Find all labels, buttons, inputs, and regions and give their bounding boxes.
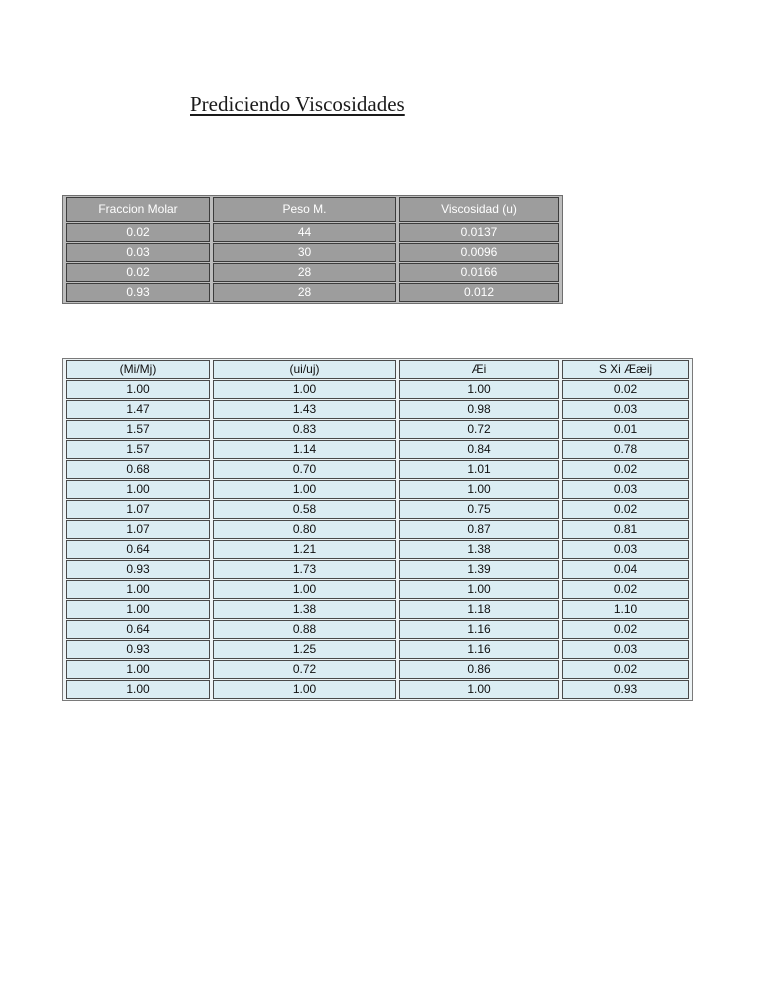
table-cell: 0.0166 (399, 263, 559, 282)
table-cell: 0.93 (66, 640, 210, 659)
molar-data-body (66, 197, 559, 302)
table-cell: 1.00 (213, 380, 396, 399)
table-cell: 1.00 (66, 680, 210, 699)
column-header: Viscosidad (u) (399, 197, 559, 222)
table-cell: 1.00 (399, 480, 559, 499)
table-cell: 1.00 (213, 680, 396, 699)
table-row (66, 640, 689, 659)
table-cell: 1.21 (213, 540, 396, 559)
table-row (66, 460, 689, 479)
column-header: (ui/uj) (213, 360, 396, 379)
table-cell: 1.14 (213, 440, 396, 459)
table-cell: 1.01 (399, 460, 559, 479)
table-row (66, 223, 559, 242)
column-header: (Mi/Mj) (66, 360, 210, 379)
table-cell: 1.73 (213, 560, 396, 579)
table-cell: 1.00 (66, 580, 210, 599)
table-cell: 1.00 (213, 480, 396, 499)
table-cell: 0.02 (562, 580, 689, 599)
table-cell: 1.07 (66, 520, 210, 539)
table-cell: 0.93 (66, 283, 210, 302)
table-row (66, 680, 689, 699)
table-cell: 1.07 (66, 500, 210, 519)
table-cell: 1.18 (399, 600, 559, 619)
table-cell: 1.38 (213, 600, 396, 619)
table-row (66, 660, 689, 679)
table-cell: 0.01 (562, 420, 689, 439)
table-cell: 30 (213, 243, 396, 262)
table-cell: 0.81 (562, 520, 689, 539)
table-cell: 1.43 (213, 400, 396, 419)
table-cell: 0.84 (399, 440, 559, 459)
table-cell: 0.03 (562, 480, 689, 499)
table-cell: 1.00 (399, 580, 559, 599)
table-cell: 1.38 (399, 540, 559, 559)
table-cell: 0.02 (562, 460, 689, 479)
table-cell: 0.03 (562, 540, 689, 559)
table-cell: 0.68 (66, 460, 210, 479)
table-cell: 0.87 (399, 520, 559, 539)
table-cell: 0.64 (66, 620, 210, 639)
table-cell: 1.00 (66, 380, 210, 399)
table-row (66, 283, 559, 302)
table-cell: 0.04 (562, 560, 689, 579)
table-cell: 1.47 (66, 400, 210, 419)
table-row (66, 520, 689, 539)
table-cell: 1.00 (213, 580, 396, 599)
table-cell: 0.0137 (399, 223, 559, 242)
column-header: Fraccion Molar (66, 197, 210, 222)
table-cell: 0.02 (562, 500, 689, 519)
table-row (66, 420, 689, 439)
table-cell: 0.98 (399, 400, 559, 419)
table-row (66, 480, 689, 499)
table-cell: 1.00 (66, 480, 210, 499)
table-row (66, 243, 559, 262)
molar-header-row (66, 197, 559, 222)
table-cell: 0.02 (562, 660, 689, 679)
table-cell: 0.03 (66, 243, 210, 262)
table-cell: 0.72 (213, 660, 396, 679)
table-cell: 0.78 (562, 440, 689, 459)
viscosity-calc-body (66, 360, 689, 699)
table-cell: 1.00 (399, 380, 559, 399)
table-cell: 44 (213, 223, 396, 242)
table-cell: 1.16 (399, 620, 559, 639)
table-cell: 0.75 (399, 500, 559, 519)
table-cell: 0.93 (66, 560, 210, 579)
table-row (66, 380, 689, 399)
table-cell: 1.10 (562, 600, 689, 619)
table-cell: 1.00 (399, 680, 559, 699)
table-cell: 1.57 (66, 440, 210, 459)
table-cell: 0.03 (562, 640, 689, 659)
molar-data-table (62, 195, 563, 304)
table-cell: 1.00 (66, 660, 210, 679)
column-header: S Xi Ææij (562, 360, 689, 379)
column-header: Æi (399, 360, 559, 379)
table-cell: 1.00 (66, 600, 210, 619)
table-cell: 0.02 (562, 620, 689, 639)
table-cell: 0.83 (213, 420, 396, 439)
table-cell: 0.03 (562, 400, 689, 419)
column-header: Peso M. (213, 197, 396, 222)
table-cell: 0.012 (399, 283, 559, 302)
viscosity-calc-table (62, 358, 693, 701)
calc-header-row (66, 360, 689, 379)
table-row (66, 440, 689, 459)
table-cell: 0.70 (213, 460, 396, 479)
table-cell: 0.86 (399, 660, 559, 679)
table-cell: 0.58 (213, 500, 396, 519)
table-cell: 0.02 (562, 380, 689, 399)
table-cell: 0.88 (213, 620, 396, 639)
table-row (66, 540, 689, 559)
table-cell: 28 (213, 263, 396, 282)
table-cell: 0.93 (562, 680, 689, 699)
page-title: Prediciendo Viscosidades (190, 92, 405, 116)
table-row (66, 400, 689, 419)
table-cell: 0.80 (213, 520, 396, 539)
table-row (66, 500, 689, 519)
table-cell: 28 (213, 283, 396, 302)
table-row (66, 263, 559, 282)
table-row (66, 620, 689, 639)
table-cell: 1.57 (66, 420, 210, 439)
table-row (66, 600, 689, 619)
table-cell: 0.02 (66, 223, 210, 242)
table-cell: 0.72 (399, 420, 559, 439)
table-cell: 1.25 (213, 640, 396, 659)
table-cell: 1.39 (399, 560, 559, 579)
table-cell: 0.02 (66, 263, 210, 282)
table-cell: 0.0096 (399, 243, 559, 262)
table-row (66, 580, 689, 599)
table-row (66, 560, 689, 579)
table-cell: 1.16 (399, 640, 559, 659)
table-cell: 0.64 (66, 540, 210, 559)
